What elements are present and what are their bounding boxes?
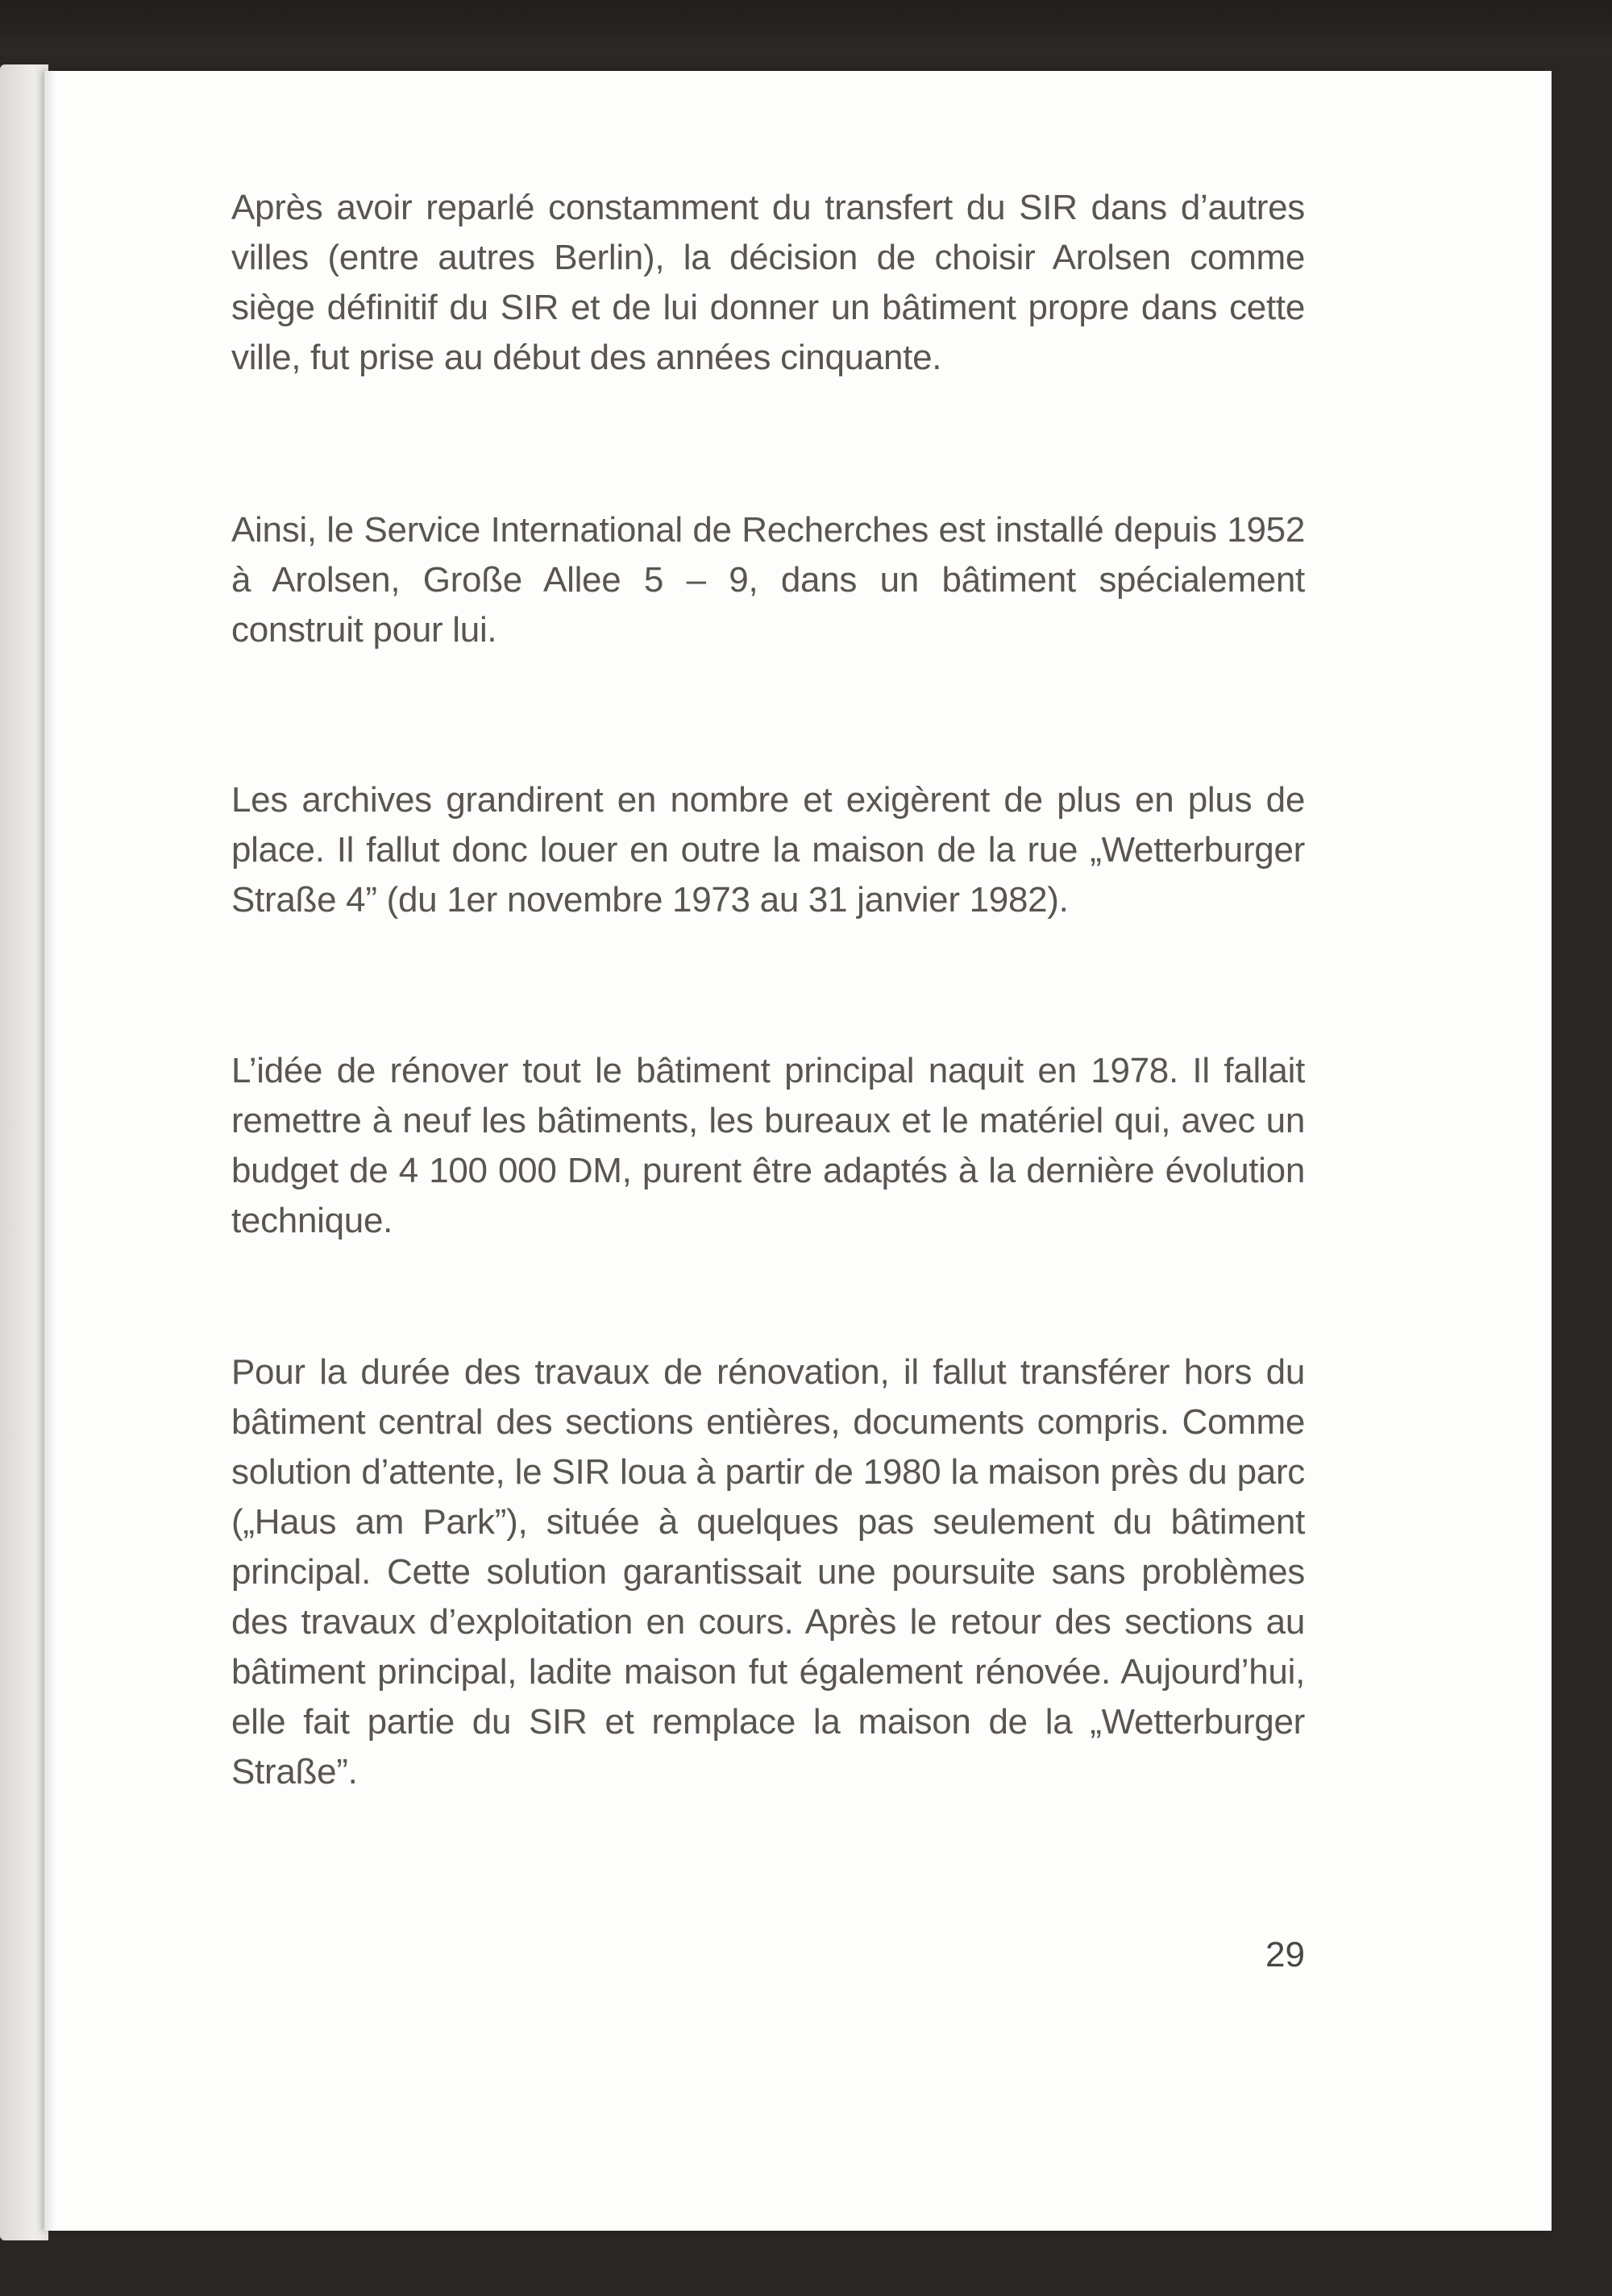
paragraph-3: Les archives grandirent en nombre et exigèrent de plus en plus de place. Il fallut donc louer en outre la maison de la rue „Wetterburger Straße 4” (du 1er novembre 1973 au 31 janvier 1982). (231, 780, 1305, 920)
paragraph-4: L’idée de rénover tout le bâtiment principal naquit en 1978. Il fallait remettre à neuf les bâtiments, les bureaux et le matériel qui, avec un budget de 4 100 000 DM, purent être adaptés à la dernière évolution technique. (231, 1051, 1305, 1240)
paragraph-5: Pour la durée des travaux de rénovation, il fallut transférer hors du bâtiment central des sections entières, documents compris. Comme solution d’attente, le SIR loua à partir de 1980 la maison près du parc („Haus am Park”), située à quelques pas seulement du bâtiment principal. Cette solution garantissait une poursuite sans problèmes des travaux d’exploitation en cours. Après le retour des sections au bâtiment principal, ladite maison fut également rénovée. Aujourd’hui, elle fait partie du SIR et remplace la maison de la „Wetterburger Straße”. (231, 1352, 1305, 1792)
scan-background (0, 0, 1612, 56)
page-spine-shadow (44, 71, 56, 2231)
paragraph-1: Après avoir reparlé constamment du transfert du SIR dans d’autres villes (entre autres Berlin), la décision de choisir Arolsen comme siège définitif du SIR et de lui donner un bâtiment propre dans cette ville, fut prise au début des années cinquante. (231, 188, 1305, 377)
paragraph-2: Ainsi, le Service International de Recherches est installé depuis 1952 à Arolsen, Große Allee 5 – 9, dans un bâtiment spécialement construit pour lui. (231, 510, 1305, 650)
facing-page-edge (0, 64, 48, 2240)
page-number: 29 (1265, 1935, 1305, 1974)
